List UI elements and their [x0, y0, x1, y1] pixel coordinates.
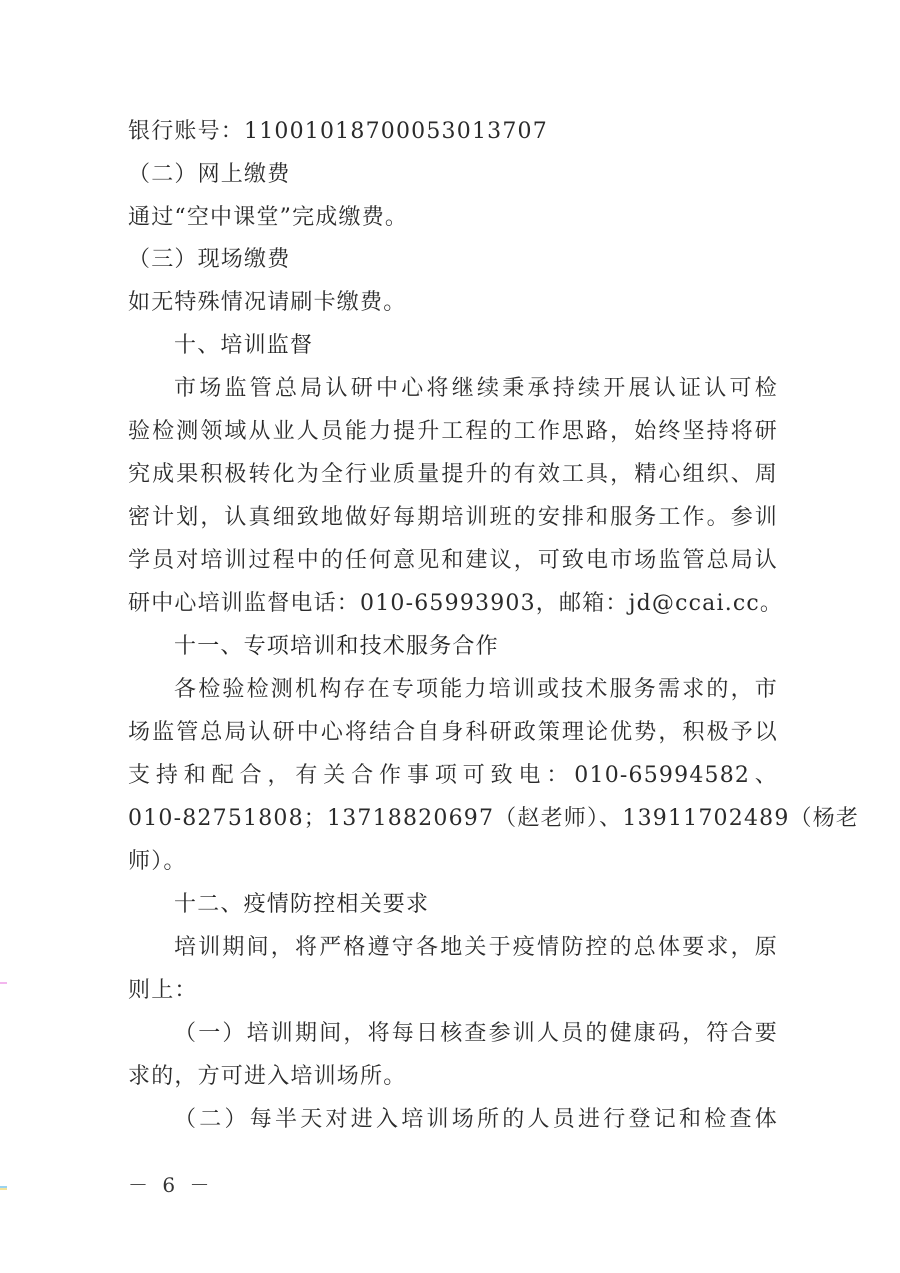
paragraph-line: 通过“空中课堂”完成缴费。 [128, 205, 409, 230]
paragraph-line: 各检验检测机构存在专项能力培训或技术服务需求的，市 [174, 677, 778, 702]
bank-account-line: 银行账号：11001018700053013707 [128, 119, 548, 144]
subheading-onsite-payment: （三）现场缴费 [128, 247, 291, 272]
page-number: － 6 － [128, 1173, 214, 1197]
scan-margin-mark [0, 1188, 7, 1190]
cooperation-contact-line: 支持和配合，有关合作事项可致电：010-65994582、 [128, 763, 778, 788]
supervision-contact-line: 研中心培训监督电话：010-65993903，邮箱：jd@ccai.cc。 [128, 591, 784, 616]
paragraph-line: 究成果积极转化为全行业质量提升的有效工具，精心组织、周 [128, 462, 778, 487]
paragraph-line: 培训期间，将严格遵守各地关于疫情防控的总体要求，原 [174, 935, 778, 960]
list-item-1: （一）培训期间，将每日核查参训人员的健康码，符合要 [174, 1021, 778, 1046]
paragraph-line: 密计划，认真细致地做好每期培训班的安排和服务工作。参训 [128, 505, 778, 530]
paragraph-line: 验检测领域从业人员能力提升工程的工作思路，始终坚持将研 [128, 419, 778, 444]
subheading-online-payment: （二）网上缴费 [128, 162, 291, 187]
paragraph-line: 学员对培训过程中的任何意见和建议，可致电市场监管总局认 [128, 548, 778, 573]
scan-margin-mark [0, 982, 7, 984]
paragraph-line: 求的，方可进入培训场所。 [128, 1064, 407, 1089]
paragraph-line: 场监管总局认研中心将结合自身科研政策理论优势，积极予以 [128, 720, 778, 745]
paragraph-line: 市场监管总局认研中心将继续秉承持续开展认证认可检 [174, 376, 778, 401]
paragraph-line: 师）。 [128, 849, 187, 874]
paragraph-line: 则上： [128, 978, 198, 1003]
list-item-2: （二）每半天对进入培训场所的人员进行登记和检查体 [174, 1107, 778, 1132]
section-heading-11: 十一、专项培训和技术服务合作 [174, 634, 499, 659]
section-heading-10: 十、培训监督 [174, 333, 314, 358]
cooperation-contact-line: 010-82751808；13718820697（赵老师）、13911702489（杨老 [128, 806, 860, 831]
section-heading-12: 十二、疫情防控相关要求 [174, 892, 430, 917]
paragraph-line: 如无特殊情况请刷卡缴费。 [128, 290, 407, 315]
